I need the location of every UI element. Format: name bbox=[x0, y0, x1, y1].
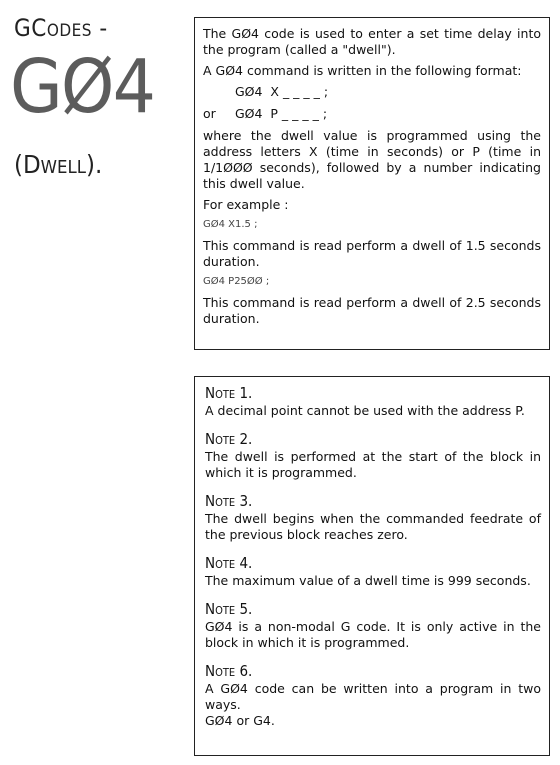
note-4 bbox=[205, 555, 541, 589]
note-text: A decimal point cannot be used with the address P. bbox=[205, 403, 525, 418]
note-title: Note 6. bbox=[205, 662, 253, 680]
example-2-text: This command is read perform a dwell of 2.5 seconds duration. bbox=[203, 295, 541, 326]
note-1 bbox=[205, 385, 541, 419]
note-2 bbox=[205, 431, 541, 481]
note-title: Note 5. bbox=[205, 600, 253, 618]
note-title: Note 1. bbox=[205, 384, 253, 402]
format-line-1-text: GØ4 X _ _ _ _ ; bbox=[235, 84, 329, 99]
format-line-1 bbox=[203, 84, 541, 100]
note-text: GØ4 is a non-modal G code. It is only active in the block in which it is programmed. bbox=[205, 619, 541, 650]
note-3 bbox=[205, 493, 541, 543]
left-column bbox=[10, 14, 184, 179]
example-2-code: GØ4 P25ØØ ; bbox=[203, 276, 270, 287]
explanation-text: where the dwell value is programmed using the address letters X (time in seconds) or P (time in 1/1ØØØ seconds), followed by a number indicating this dwell value. bbox=[203, 128, 541, 191]
format-or: or bbox=[203, 106, 216, 121]
note-text bbox=[205, 681, 541, 729]
note-title: Note 4. bbox=[205, 554, 253, 572]
example-1-code: GØ4 X1.5 ; bbox=[203, 219, 258, 230]
intro-text: The GØ4 code is used to enter a set time delay into the program (called a "dwell"). bbox=[203, 26, 541, 57]
note-text: The dwell begins when the commanded feedrate of the previous block reaches zero. bbox=[205, 511, 541, 542]
section-label bbox=[14, 14, 184, 42]
note-5 bbox=[205, 601, 541, 651]
section-label-caps: Codes bbox=[31, 14, 93, 42]
note-text-line-1: A GØ4 code can be written into a program in two ways. bbox=[205, 681, 541, 712]
code-subtitle: (Dwell). bbox=[14, 150, 103, 179]
example-1-text: This command is read perform a dwell of 1.5 seconds duration. bbox=[203, 238, 541, 269]
note-text-line-2: GØ4 or G4. bbox=[205, 713, 275, 728]
notes-box bbox=[194, 376, 550, 756]
note-text: The maximum value of a dwell time is 999 seconds. bbox=[205, 573, 531, 588]
note-title: Note 3. bbox=[205, 492, 253, 510]
description-box bbox=[194, 17, 550, 350]
code-title: GØ4 bbox=[10, 44, 155, 130]
example-label: For example : bbox=[203, 197, 289, 212]
note-title: Note 2. bbox=[205, 430, 253, 448]
note-text: The dwell is performed at the start of the block in which it is programmed. bbox=[205, 449, 541, 480]
note-6 bbox=[205, 663, 541, 729]
format-intro: A GØ4 command is written in the following format: bbox=[203, 63, 522, 78]
format-line-2-text: GØ4 P _ _ _ _ ; bbox=[235, 106, 328, 121]
section-label-prefix: G bbox=[14, 14, 32, 42]
section-label-suffix: - bbox=[92, 14, 108, 42]
format-line-2 bbox=[203, 106, 541, 122]
